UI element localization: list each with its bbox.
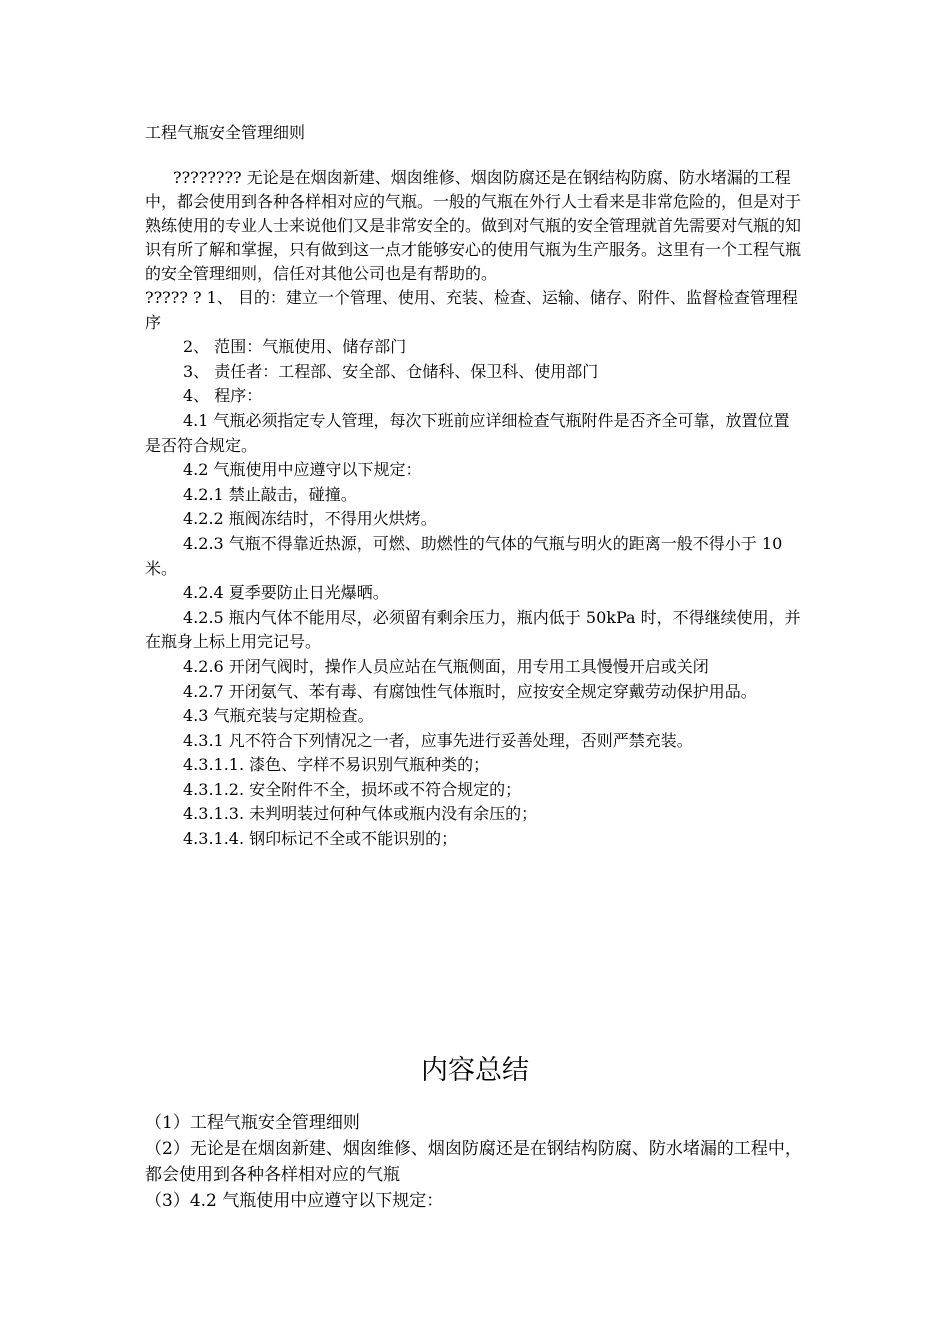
document-body bbox=[145, 120, 805, 852]
clause-4-3: 4.3 气瓶充装与定期检查。 bbox=[183, 706, 374, 726]
clause-4-2-6: 4.2.6 开闭气阀时，操作人员应站在气瓶侧面，用专用工具慢慢开启或关闭 bbox=[183, 656, 709, 676]
summary-item-2: （2）无论是在烟囱新建、烟囱维修、烟囱防腐还是在钢结构防腐、防水堵漏的工程中，都会使用到各种各样相对应的气瓶 bbox=[145, 1139, 802, 1185]
section-purpose: ????? ? 1、 目的：建立一个管理、使用、充装、检查、运输、储存、附件、监督检查管理程序 bbox=[145, 288, 798, 332]
section-procedure: 4、 程序： bbox=[183, 386, 263, 406]
intro-paragraph: ???????? 无论是在烟囱新建、烟囱维修、烟囱防腐还是在钢结构防腐、防水堵漏的工程中，都会使用到各种各样相对应的气瓶。一般的气瓶在外行人士看来是非常危险的，但是对于熟练使用的专业人士来说他们又是非常安全的。做到对气瓶的安全管理就首先需要对气瓶的知识有所了解和掌握，只有做到这一点才能够安心的使用气瓶为生产服务。这里有一个工程气瓶的安全管理细则，信任对其他公司也是有帮助的。 bbox=[145, 168, 802, 283]
summary-section bbox=[145, 1052, 805, 1214]
summary-item-3: （3）4.2 气瓶使用中应遵守以下规定： bbox=[145, 1191, 444, 1211]
clause-4-2-3: 4.2.3 气瓶不得靠近热源，可燃、助燃性的气体的气瓶与明火的距离一般不得小于 10 米。 bbox=[145, 533, 783, 578]
clause-4-2-5: 4.2.5 瓶内气体不能用尽，必须留有剩余压力，瓶内低于 50kPa 时，不得继续使用，并在瓶身上标上用完记号。 bbox=[145, 607, 801, 652]
clause-4-2-7: 4.2.7 开闭氨气、苯有毒、有腐蚀性气体瓶时，应按安全规定穿戴劳动保护用品。 bbox=[183, 681, 757, 701]
clause-4-3-1-4: 4.3.1.4. 钢印标记不全或不能识别的； bbox=[183, 829, 458, 849]
summary-title: 内容总结 bbox=[421, 1055, 529, 1086]
clause-4-2-1: 4.2.1 禁止敲击，碰撞。 bbox=[183, 484, 357, 504]
section-scope: 2、 范围：气瓶使用、储存部门 bbox=[183, 337, 407, 357]
clause-4-1: 4.1 气瓶必须指定专人管理，每次下班前应详细检查气瓶附件是否齐全可靠，放置位置是否符合规定。 bbox=[145, 410, 790, 455]
summary-item-1: （1）工程气瓶安全管理细则 bbox=[145, 1113, 360, 1133]
clause-4-3-1: 4.3.1 凡不符合下列情况之一者，应事先进行妥善处理，否则严禁充装。 bbox=[183, 730, 693, 750]
clause-4-2-4: 4.2.4 夏季要防止日光爆晒。 bbox=[183, 583, 389, 603]
section-responsible: 3、 责任者：工程部、安全部、仓储科、保卫科、使用部门 bbox=[183, 361, 599, 381]
clause-4-2: 4.2 气瓶使用中应遵守以下规定： bbox=[183, 460, 422, 480]
clause-4-3-1-2: 4.3.1.2. 安全附件不全，损坏或不符合规定的； bbox=[183, 779, 522, 799]
clause-4-3-1-3: 4.3.1.3. 未判明装过何种气体或瓶内没有余压的； bbox=[183, 804, 538, 824]
document-title: 工程气瓶安全管理细则 bbox=[145, 123, 306, 142]
clause-4-2-2: 4.2.2 瓶阀冻结时，不得用火烘烤。 bbox=[183, 509, 437, 529]
clause-4-3-1-1: 4.3.1.1. 漆色、字样不易识别气瓶种类的； bbox=[183, 755, 490, 775]
